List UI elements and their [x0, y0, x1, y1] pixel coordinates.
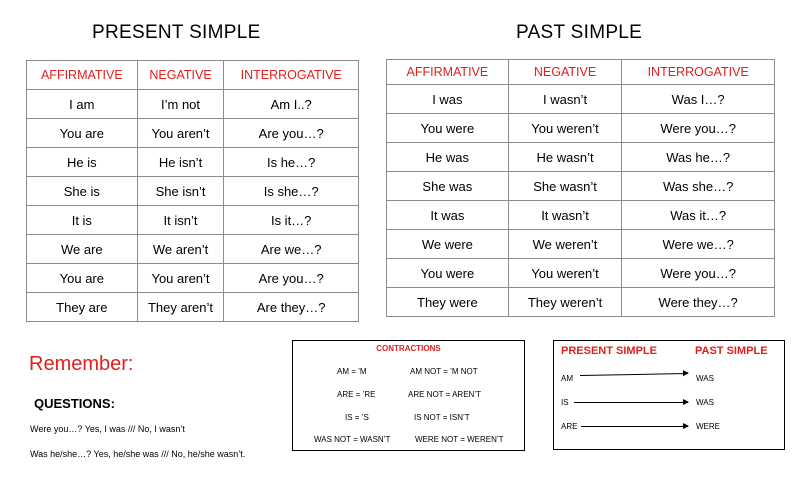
tense-map-box	[553, 340, 785, 450]
tense-map-present-form: AM	[561, 374, 573, 383]
table-cell: You were	[387, 259, 509, 288]
table-cell: She was	[387, 172, 509, 201]
table-row	[387, 172, 775, 201]
table-cell: Is it…?	[224, 206, 359, 235]
table-cell: They aren’t	[137, 293, 224, 322]
table-cell: We aren’t	[137, 235, 224, 264]
table-row	[387, 143, 775, 172]
table-row	[387, 288, 775, 317]
table-cell: Is she…?	[224, 177, 359, 206]
table-row	[27, 119, 359, 148]
table-cell: Was it…?	[622, 201, 775, 230]
table-cell: They are	[27, 293, 138, 322]
header-affirmative: AFFIRMATIVE	[387, 60, 509, 85]
table-row	[387, 201, 775, 230]
table-cell: I am	[27, 90, 138, 119]
table-cell: You aren’t	[137, 264, 224, 293]
table-cell: You are	[27, 119, 138, 148]
table-cell: We were	[387, 230, 509, 259]
arrow-right-icon	[581, 426, 688, 427]
table-cell: She wasn’t	[508, 172, 622, 201]
contraction-item: AM = ’M	[337, 367, 367, 376]
table-cell: Were we…?	[622, 230, 775, 259]
table-cell: Are you…?	[224, 264, 359, 293]
table-cell: She isn’t	[137, 177, 224, 206]
table-cell: We weren’t	[508, 230, 622, 259]
table-header-row	[27, 61, 359, 90]
table-cell: You are	[27, 264, 138, 293]
table-cell: It isn’t	[137, 206, 224, 235]
table-cell: You aren’t	[137, 119, 224, 148]
table-cell: He isn’t	[137, 148, 224, 177]
header-affirmative: AFFIRMATIVE	[27, 61, 138, 90]
table-row	[387, 230, 775, 259]
contraction-item: IS = ’S	[345, 413, 369, 422]
table-cell: It was	[387, 201, 509, 230]
table-cell: Were you…?	[622, 114, 775, 143]
table-cell: He was	[387, 143, 509, 172]
contractions-title: CONTRACTIONS	[376, 344, 441, 353]
table-cell: It is	[27, 206, 138, 235]
table-cell: I’m not	[137, 90, 224, 119]
table-cell: It wasn’t	[508, 201, 622, 230]
questions-heading: QUESTIONS:	[34, 396, 115, 411]
table-cell: He wasn’t	[508, 143, 622, 172]
table-cell: Are you…?	[224, 119, 359, 148]
table-row	[27, 206, 359, 235]
table-cell: You were	[387, 114, 509, 143]
table-row	[27, 293, 359, 322]
past-simple-title: PAST SIMPLE	[516, 22, 643, 43]
table-row	[27, 177, 359, 206]
table-cell: Were they…?	[622, 288, 775, 317]
contractions-box	[292, 340, 525, 451]
question-example: Was he/she…? Yes, he/she was /// No, he/she wasn’t.	[30, 449, 246, 459]
remember-heading: Remember:	[29, 353, 134, 375]
table-cell: They were	[387, 288, 509, 317]
table-cell: I was	[387, 85, 509, 114]
table-cell: Was she…?	[622, 172, 775, 201]
table-cell: Am I..?	[224, 90, 359, 119]
table-row	[387, 114, 775, 143]
present-simple-table	[26, 60, 359, 322]
table-cell: She is	[27, 177, 138, 206]
table-row	[387, 259, 775, 288]
table-row	[27, 148, 359, 177]
table-cell: Is he…?	[224, 148, 359, 177]
table-cell: They weren’t	[508, 288, 622, 317]
tense-map-present-form: IS	[561, 398, 569, 407]
header-negative: NEGATIVE	[508, 60, 622, 85]
past-simple-table	[386, 59, 775, 317]
table-cell: Were you…?	[622, 259, 775, 288]
tense-map-past-form: WAS	[696, 398, 714, 407]
table-cell: You weren’t	[508, 259, 622, 288]
header-interrogative: INTERROGATIVE	[622, 60, 775, 85]
contraction-item: ARE = ’RE	[337, 390, 376, 399]
tense-map-present-label: PRESENT SIMPLE	[561, 345, 657, 357]
table-cell: Was he…?	[622, 143, 775, 172]
table-cell: I wasn’t	[508, 85, 622, 114]
tense-map-past-form: WERE	[696, 422, 720, 431]
present-simple-title: PRESENT SIMPLE	[92, 22, 261, 43]
table-cell: Are we…?	[224, 235, 359, 264]
table-cell: You weren’t	[508, 114, 622, 143]
table-row	[27, 90, 359, 119]
table-cell: Are they…?	[224, 293, 359, 322]
table-row	[27, 235, 359, 264]
header-interrogative: INTERROGATIVE	[224, 61, 359, 90]
tense-map-past-label: PAST SIMPLE	[695, 345, 768, 357]
table-header-row	[387, 60, 775, 85]
question-example: Were you…? Yes, I was /// No, I wasn’t	[30, 424, 185, 434]
contraction-item: IS NOT = ISN’T	[414, 413, 470, 422]
table-cell: Was I…?	[622, 85, 775, 114]
table-cell: We are	[27, 235, 138, 264]
table-row	[27, 264, 359, 293]
header-negative: NEGATIVE	[137, 61, 224, 90]
arrow-right-icon	[580, 373, 688, 376]
table-cell: He is	[27, 148, 138, 177]
table-row	[387, 85, 775, 114]
tense-map-present-form: ARE	[561, 422, 578, 431]
contraction-item: WAS NOT = WASN’T	[314, 435, 391, 444]
arrow-right-icon	[574, 402, 688, 403]
contraction-item: ARE NOT = AREN’T	[408, 390, 481, 399]
tense-map-past-form: WAS	[696, 374, 714, 383]
contraction-item: WERE NOT = WEREN’T	[415, 435, 504, 444]
contraction-item: AM NOT = ’M NOT	[410, 367, 478, 376]
